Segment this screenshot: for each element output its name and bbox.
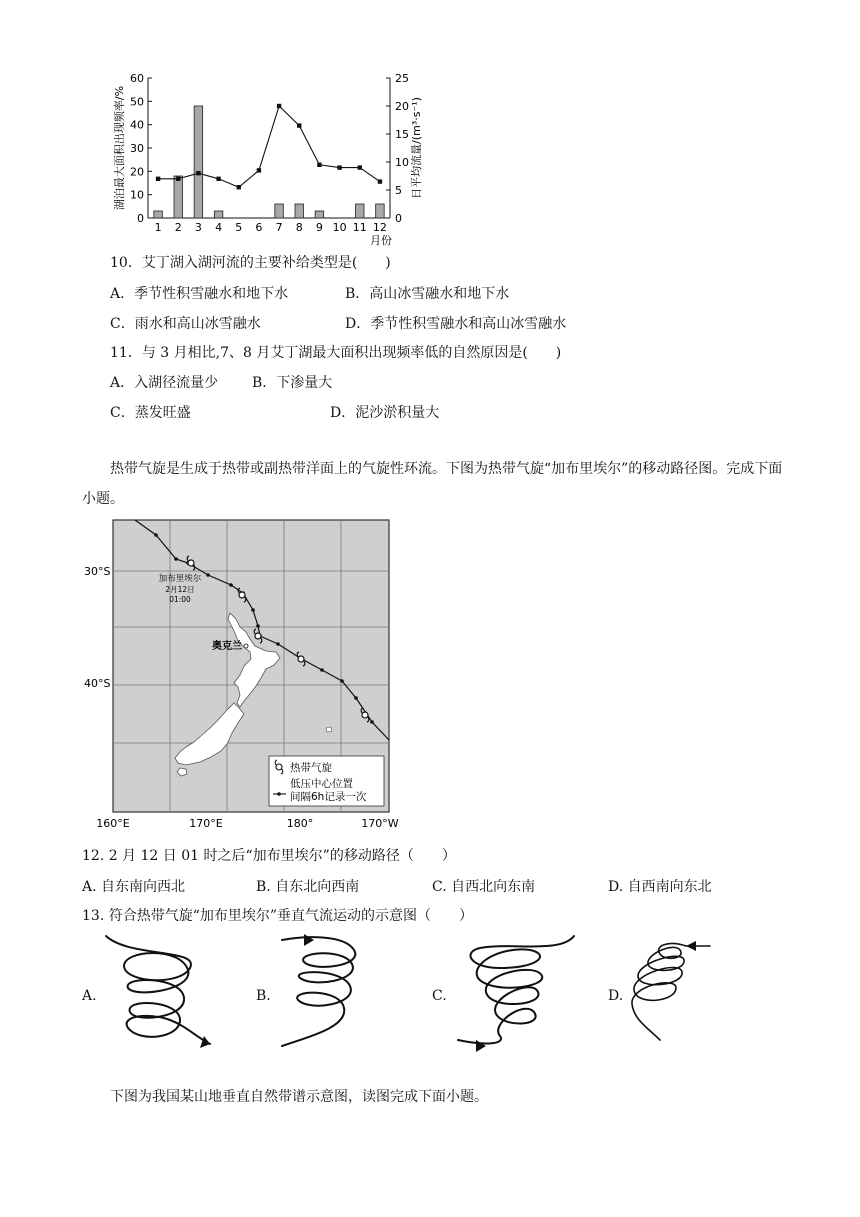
lat-label-40s: 40°S	[84, 677, 111, 690]
right-axis-label: 日平均流量/(m³·s⁻¹)	[410, 97, 423, 199]
frequency-bar	[295, 204, 304, 218]
right-tick-label: 5	[395, 184, 402, 197]
q10-option-c[interactable]: C．雨水和高山冰雪融水	[110, 316, 261, 332]
left-tick-label: 60	[130, 72, 144, 85]
chart-labels	[112, 72, 423, 246]
q13-option-c[interactable]: C.	[432, 988, 447, 1004]
lake-frequency-flow-chart	[100, 68, 440, 246]
left-tick-label: 10	[130, 188, 144, 202]
chart-axes	[148, 78, 390, 218]
q12-option-a[interactable]: A. 自东南向西北	[82, 879, 186, 895]
storm-date-label: 2月12日	[165, 585, 195, 594]
lon-label-170e: 170°E	[189, 817, 223, 830]
right-tick-label: 15	[395, 128, 409, 141]
q10-option-d[interactable]: D．季节性积雪融水和高山冰雪融水	[345, 316, 567, 332]
flow-point	[358, 165, 362, 169]
left-axis-label: 湖泊最大面积出现频率/%	[113, 85, 126, 211]
mountain-intro-paragraph: 下图为我国某山地垂直自然带谱示意图，读图完成下面小题。	[110, 1089, 488, 1105]
month-tick-label: 8	[295, 221, 303, 234]
lon-label-160e: 160°E	[96, 817, 130, 830]
flow-point	[317, 163, 321, 167]
flow-point	[196, 171, 200, 175]
storm-time-label: 01:00	[169, 595, 191, 604]
frequency-bars	[154, 106, 384, 218]
q11-option-c[interactable]: C．蒸发旺盛	[110, 405, 191, 421]
flow-point	[337, 165, 341, 169]
month-tick-label: 1	[154, 221, 162, 234]
left-tick-label: 50	[130, 95, 144, 109]
left-tick-label: 40	[130, 118, 144, 132]
q11-option-a[interactable]: A．入湖径流量少	[110, 375, 219, 391]
frequency-bar	[315, 211, 324, 218]
frequency-bar	[376, 204, 385, 218]
frequency-bar	[194, 106, 203, 218]
q11-option-b[interactable]: B．下渗量大	[252, 375, 333, 391]
flow-series-line	[158, 106, 380, 187]
q13-option-d[interactable]: D.	[608, 988, 624, 1004]
auckland-label: 奥克兰	[212, 641, 242, 652]
q10-option-a[interactable]: A．季节性积雪融水和地下水	[110, 286, 289, 302]
q10-option-b[interactable]: B．高山冰雪融水和地下水	[345, 286, 510, 302]
x-axis-label: 月份	[370, 234, 392, 246]
frequency-bar	[214, 211, 223, 218]
option-b-spiral-diagram	[274, 928, 404, 1058]
right-tick-label: 25	[395, 72, 409, 85]
month-tick-label: 7	[275, 221, 283, 234]
flow-point	[378, 179, 382, 183]
q12-option-c[interactable]: C. 自西北向东南	[432, 879, 536, 895]
lon-label-170w: 170°W	[361, 817, 399, 830]
q13-stem: 13. 符合热带气旋“加布里埃尔”垂直气流运动的示意图（ ）	[82, 908, 474, 924]
option-c-spiral-diagram	[450, 928, 580, 1058]
legend-track-label-2: 间隔6h记录一次	[290, 791, 367, 803]
flow-point	[297, 123, 301, 127]
legend-track-label-1: 低压中心位置	[290, 778, 353, 790]
lon-label-180: 180°	[286, 817, 314, 830]
frequency-bar	[154, 211, 163, 218]
map-legend	[269, 756, 384, 806]
month-tick-label: 4	[215, 221, 223, 234]
frequency-bar	[174, 176, 183, 218]
flow-line	[156, 104, 382, 190]
right-tick-label: 0	[395, 212, 402, 225]
month-tick-label: 10	[332, 221, 347, 234]
q13-option-b[interactable]: B.	[256, 988, 271, 1004]
flow-point	[257, 168, 261, 172]
left-tick-label: 30	[130, 142, 144, 155]
q10-stem: 10．艾丁湖入湖河流的主要补给类型是( )	[110, 255, 391, 271]
q13-option-a[interactable]: A.	[82, 988, 97, 1004]
frequency-bar	[275, 204, 284, 218]
flow-point	[156, 177, 160, 181]
cyclone-intro-paragraph: 热带气旋是生成于热带或副热带洋面上的气旋性环流。下图为热带气旋“加布里埃尔”的移动路径图。完成下面小题。	[82, 461, 783, 507]
month-tick-label: 3	[194, 221, 202, 234]
option-d-spiral-diagram	[624, 932, 724, 1052]
q11-option-d[interactable]: D．泥沙淤积量大	[330, 405, 440, 421]
flow-point	[237, 185, 241, 189]
frequency-bar	[356, 204, 365, 218]
left-tick-label: 0	[137, 212, 144, 225]
month-tick-label: 2	[174, 221, 182, 234]
q12-option-b[interactable]: B. 自东北向西南	[256, 879, 360, 895]
lat-label-30s: 30°S	[84, 565, 111, 578]
month-tick-label: 11	[352, 221, 367, 234]
month-tick-label: 12	[372, 221, 387, 234]
chatham-island	[326, 727, 332, 732]
month-tick-label: 6	[255, 221, 263, 234]
month-tick-label: 9	[315, 221, 323, 234]
auckland-marker	[244, 644, 248, 648]
flow-point	[277, 104, 281, 108]
legend-track-icon	[277, 792, 281, 796]
flow-point	[176, 177, 180, 181]
flow-point	[216, 177, 220, 181]
q11-stem: 11．与 3 月相比,7、8 月艾丁湖最大面积出现频率低的自然原因是( )	[110, 345, 562, 361]
cyclone-track-map	[80, 515, 410, 833]
legend-cyclone-label: 热带气旋	[290, 762, 332, 774]
q12-stem: 12. 2 月 12 日 01 时之后“加布里埃尔”的移动路径（ ）	[82, 848, 456, 864]
month-tick-label: 5	[235, 221, 243, 234]
q12-option-d[interactable]: D. 自西南向东北	[608, 879, 712, 895]
option-a-spiral-diagram	[100, 928, 230, 1058]
right-tick-label: 10	[395, 156, 409, 169]
left-tick-label: 20	[130, 165, 144, 179]
storm-name-label: 加布里埃尔	[158, 574, 202, 584]
right-tick-label: 20	[395, 100, 409, 113]
